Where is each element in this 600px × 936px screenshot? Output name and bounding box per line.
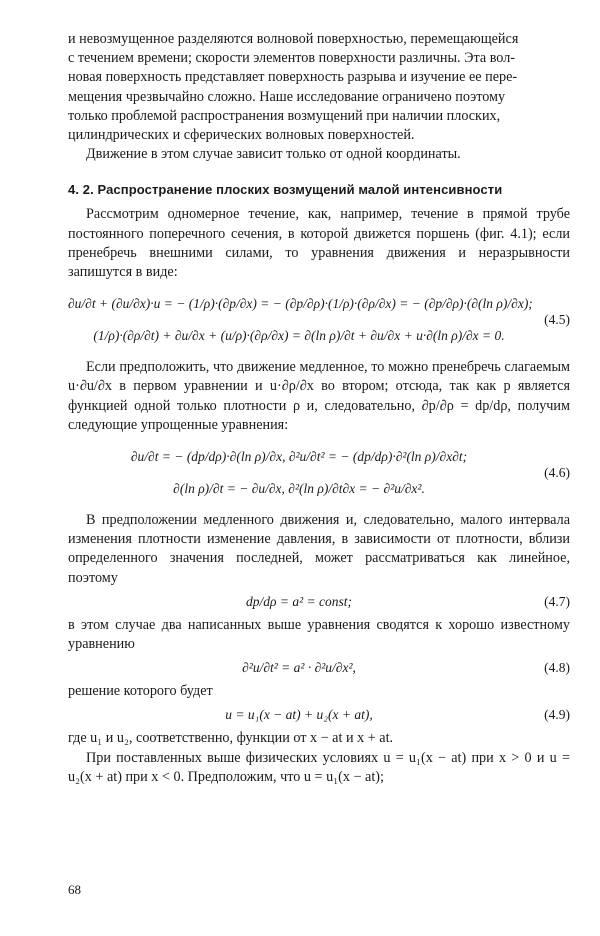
intro-line-3: новая поверхность представляет поверхность разрыва и изучение ее пере- [68,69,518,86]
equation-4-7-body: dp/dρ = a² = const; [246,593,352,609]
equation-4-9 [68,701,570,729]
equation-number-4-6: (4.6) [544,465,570,481]
paragraph-2: Если предположить, что движение медленное, то можно пренебречь слагаемым u·∂u/∂x в первом уравнении и u·∂ρ/∂x во втором; отсюда, так как p является функцией одной только плотности ρ и, следовательно, ∂p/∂ρ = dp/dρ, получим следующие упрощенные уравнения: [68,359,570,433]
intro-line-7: Движение в этом случае зависит только от одной координаты. [86,146,461,163]
paragraph-1: Рассмотрим одномерное течение, как, например, течение в прямой трубе постоянного поперечного сечения, в которой движется поршень (фиг. 4.1); если пренебречь внешними силами, то уравнения движения и неразрывности запишутся в виде: [68,206,570,281]
equation-number-4-9: (4.9) [544,707,570,723]
equation-4-6 [68,441,570,505]
equation-4-6-line-2: ∂(ln ρ)/∂t = − ∂u/∂x, ∂²(ln ρ)/∂t∂x = − ∂²u/∂x². [173,481,425,497]
intro-line-4: мещения чрезвычайно сложно. Наше исследование ограничено поэтому [68,88,506,105]
intro-line-2: с течением времени; скорости элементов поверхности различны. Эта вол- [68,50,516,67]
equation-4-6-line-1: ∂u/∂t = − (dp/dρ)·∂(ln ρ)/∂x, ∂²u/∂t² = − (dp/dρ)·∂²(ln ρ)/∂x∂t; [130,449,468,465]
equation-number-4-8: (4.8) [544,660,570,676]
equation-number-4-5: (4.5) [544,312,570,328]
equation-4-5-line-2: (1/ρ)·(∂ρ/∂t) + ∂u/∂x + (u/ρ)·(∂ρ/∂x) = ∂(ln ρ)/∂t + ∂u/∂x + u·∂(ln ρ)/∂x = 0. [93,328,505,344]
intro-line-6: цилиндрических и сферических волновых поверхностей. [68,127,415,144]
equation-4-5 [68,288,570,352]
paragraph-6: где u₁ и u₂, соответственно, функции от x − at и x + at. [68,730,394,747]
paragraph-4: в этом случае два написанных выше уравнения сводятся к хорошо известному уравнению [68,616,570,653]
paragraph-3: В предположении медленного движения и, следовательно, малого интервала изменения плотности изменение давления, в зависимости от плотности, вблизи определенного значения последней, может рассматриваться как линейное, поэтому [68,512,570,586]
page-body [68,30,570,787]
equation-4-8 [68,654,570,682]
equation-number-4-7: (4.7) [544,593,570,609]
equation-4-5-line-1: ∂u/∂t + (∂u/∂x)·u = − (1/ρ)·(∂p/∂x) = − (∂p/∂ρ)·(1/ρ)·(∂ρ/∂x) = − (∂p/∂ρ)·(∂(ln ρ)/∂x); [68,296,533,312]
page-number: 68 [68,882,81,897]
paragraph-5: решение которого будет [68,683,213,700]
intro-line-1: и невозмущенное разделяются волновой поверхностью, перемещающейся [68,31,519,47]
equation-4-7 [68,588,570,616]
equation-4-8-body: ∂²u/∂t² = a² · ∂²u/∂x², [242,660,356,676]
equation-4-9-body: u = u₁(x − at) + u₂(x + at), [225,707,373,723]
intro-line-5: только проблемой распространения возмущений при наличии плоских, [68,107,501,124]
section-heading: 4. 2. Распространение плоских возмущений малой интенсивности [68,182,503,198]
paragraph-7: При поставленных выше физических условиях u = u₁(x − at) при x > 0 и u = u₂(x + at) при x < 0. Предположим, что u = u₁(x − at); [68,749,570,785]
